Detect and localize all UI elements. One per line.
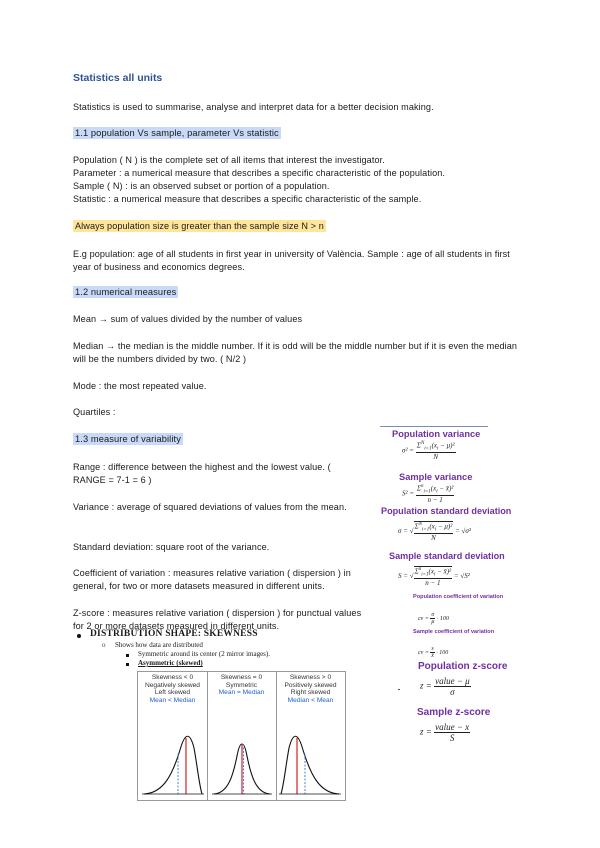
skew-panel-positive-caption: Skewness > 0 Positively skewed Right skewed Median < Mean	[284, 674, 337, 704]
section-heading-1-3: 1.3 measure of variability	[75, 434, 181, 444]
skewness-figure	[137, 671, 346, 801]
statistic-definition: Statistic : a numerical measure that describes a specific characteristic of the sample.	[73, 194, 422, 204]
sample-zscore-formula: z = $\frac{\text{value − x}}{S}$	[420, 722, 470, 743]
curve-positive-skew	[281, 736, 339, 794]
sample-cv-formula: cv = $\frac{s}{x̄}$ · 100	[418, 646, 449, 659]
sample-variance-title: Sample variance	[399, 472, 473, 482]
sample-cv-title: Sample coefficient of variation	[413, 629, 495, 635]
square-bullet-1	[126, 654, 129, 657]
population-cv-formula: cv = $\frac{\sigma}{\mu}$ · 100	[418, 612, 449, 625]
skewness-heading: DISTRIBUTION SHAPE: SKEWNESS	[90, 629, 258, 639]
highlight-note: Always population size is greater than the sample size N > n	[75, 221, 324, 231]
skewness-curves	[138, 672, 345, 800]
intro-text: Statistics is used to summarise, analyse and interpret data for a better decision making.	[73, 102, 434, 112]
variance-definition: Variance : average of squared deviations of values from the mean.	[73, 502, 347, 512]
sub-bullet-marker: o	[102, 641, 106, 649]
skewness-subtext: Shows how data are distributed	[115, 641, 203, 649]
parameter-definition: Parameter : a numerical measure that describes a specific characteristic of the population.	[73, 168, 446, 178]
bullet-dot	[77, 634, 81, 638]
median-definition: Median → the median is the middle number. If it is odd will be the middle number but if it is even the median will be the numbers divided by two. ( N/2 )	[73, 341, 518, 364]
example-text: E.g population: age of all students in first year in university of València. Sample : age of all students in first year of business and economics degrees.	[73, 249, 510, 272]
population-std-formula: σ = √ $\frac{\Sigma^N_{i=1}(x_i - \mu)^2}{N}$ = √σ²	[398, 522, 471, 542]
sample-variance-formula: S² = $\frac{\Sigma^n_{i=1}(x_i - x̄)^2}{n - 1}$	[402, 484, 454, 504]
mean-definition: Mean → sum of values divided by the number of values	[73, 314, 303, 324]
skew-panel-negative-caption: Skewness < 0 Negatively skewed Left skewed Mean < Median	[145, 674, 200, 704]
sample-zscore-title: Sample z-score	[417, 707, 491, 718]
population-variance-formula: σ² = $\frac{\Sigma^N_{i=1}(x_i - \mu)^2}{N}$	[402, 441, 455, 461]
mode-definition: Mode : the most repeated value.	[73, 381, 207, 391]
population-zscore-title: Population z-score	[418, 661, 508, 672]
page-title: Statistics all units	[73, 72, 163, 84]
square-bullet-2	[126, 663, 129, 666]
population-std-title: Population standard deviation	[381, 506, 512, 516]
sample-definition: Sample ( N) : is an observed subset or portion of a population.	[73, 181, 330, 191]
cv-definition: Coefficient of variation : measures relative variation ( dispersion ) in general, for two or more datasets measured in different units.	[73, 568, 351, 591]
stray-mark	[398, 689, 400, 690]
std-definition: Standard deviation: square root of the variance.	[73, 542, 270, 552]
section-heading-1-1: 1.1 population Vs sample, parameter Vs statistic	[75, 128, 279, 138]
curve-negative-skew	[144, 736, 202, 794]
quartiles-label: Quartiles :	[73, 407, 116, 417]
sample-std-title: Sample standard deviation	[389, 551, 505, 561]
population-cv-title: Population coefficient of variation	[413, 594, 504, 600]
skew-panel-symmetric-caption: Skewness = 0 Symmetric Mean = Median	[218, 674, 265, 697]
population-variance-title: Population variance	[392, 429, 481, 439]
zscore-definition: Z-score : measures relative variation ( dispersion ) for punctual values for 2 or more datasets measured in different units.	[73, 608, 362, 631]
population-definition: Population ( N ) is the complete set of all items that interest the investigator.	[73, 155, 385, 165]
population-zscore-formula: z = $\frac{\text{value − μ}}{\sigma}$	[420, 676, 470, 697]
section-heading-1-2: 1.2 numerical measures	[75, 287, 177, 297]
symmetric-text: Symmetric around its center (2 mirror images).	[138, 650, 270, 658]
sample-std-formula: S = √ $\frac{\Sigma^n_{i=1}(x_i - x̄)^2}{n - 1}$ = √S²	[398, 567, 470, 587]
formula-panel-divider	[380, 426, 488, 427]
asymmetric-text: Asymmetric (skewed)	[138, 659, 203, 667]
range-definition: Range : difference between the highest and the lowest value. ( RANGE = 7-1 = 6 )	[73, 462, 331, 485]
